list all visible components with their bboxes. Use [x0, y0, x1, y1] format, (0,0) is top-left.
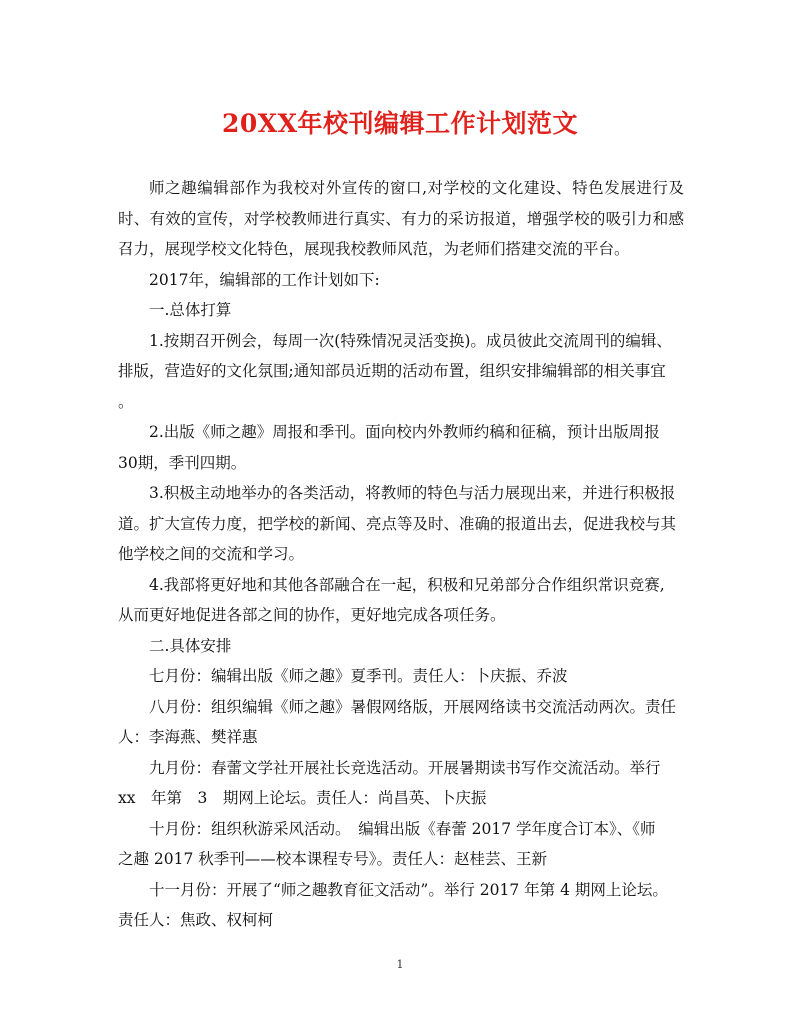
schedule-august	[118, 692, 684, 753]
schedule-july	[118, 661, 684, 692]
section-item-4	[118, 570, 684, 631]
document-title: 20XX年校刊编辑工作计划范文	[221, 109, 579, 138]
intro-paragraph: 师之趣编辑部作为我校对外宣传的窗口,对学校的文化建设、特色发展进行及时、有效的宣传，对学校教师进行真实、有力的采访报道，增强学校的吸引力和感召力，展现学校文化特色，展现我校教师风范，为老师们搭建交流的平台。	[118, 179, 684, 258]
section-heading-schedule: 二.具体安排	[149, 636, 232, 655]
section-heading-overall: 一.总体打算	[149, 301, 232, 319]
section-item-line: 排版，营造好的文化氛围;通知部员近期的活动布置，组织安排编辑部的相关事宜	[118, 362, 666, 380]
section-item-1	[118, 326, 684, 418]
plan-intro: 2017年，编辑部的工作计划如下:	[149, 270, 380, 289]
section-item-line: 从而更好地促进各部之间的协作，更好地完成各项任务。	[118, 606, 506, 624]
schedule-line: 人：李海燕、樊祥惠	[118, 728, 258, 746]
section-item-3	[118, 478, 684, 570]
schedule-line: xx 年第 3 期网上论坛。责任人：尚昌英、卜庆振	[118, 789, 487, 807]
page-number: 1	[396, 958, 404, 971]
schedule-line: 之趣 2017 秋季刊——校本课程专号》。责任人：赵桂芸、王新	[118, 850, 548, 868]
schedule-line: 八月份：组织编辑《师之趣》暑假网络版，开展网络读书交流活动两次。责任	[149, 697, 677, 716]
section-item-line: 3.积极主动地举办的各类活动，将教师的特色与活力展现出来，并进行积极报	[149, 484, 676, 502]
schedule-october	[118, 814, 684, 875]
schedule-line: 十一月份：开展了“师之趣教育征文活动”。举行 2017 年第 4 期网上论坛。	[149, 880, 668, 899]
section-item-line: 30期，季刊四期。	[118, 453, 247, 472]
schedule-line: 责任人：焦政、权柯柯	[118, 911, 274, 929]
document-body	[118, 173, 684, 936]
schedule-line: 十月份：组织秋游采风活动。 编辑出版《春蕾 2017 学年度合订本》、《师	[149, 819, 656, 838]
schedule-line: 七月份：编辑出版《师之趣》夏季刊。责任人：卜庆振、乔波	[149, 667, 568, 685]
section-item-line: 。	[118, 392, 134, 411]
schedule-september	[118, 753, 684, 814]
section-item-2	[118, 417, 684, 478]
schedule-line: 九月份：春蕾文学社开展社长竞选活动。开展暑期读书写作交流活动。举行	[149, 758, 661, 777]
section-item-line: 1.按期召开例会，每周一次(特殊情况灵活变换)。成员彼此交流周刊的编辑、	[149, 331, 672, 350]
section-item-line: 2.出版《师之趣》周报和季刊。面向校内外教师约稿和征稿，预计出版周报	[149, 423, 660, 441]
section-item-line: 4.我部将更好地和其他各部融合在一起，积极和兄弟部分合作组织常识竞赛,	[149, 575, 665, 594]
section-item-line: 他学校之间的交流和学习。	[118, 545, 305, 563]
schedule-november	[118, 875, 684, 936]
section-item-line: 道。扩大宣传力度，把学校的新闻、亮点等及时、准确的报道出去，促进我校与其	[118, 514, 677, 533]
